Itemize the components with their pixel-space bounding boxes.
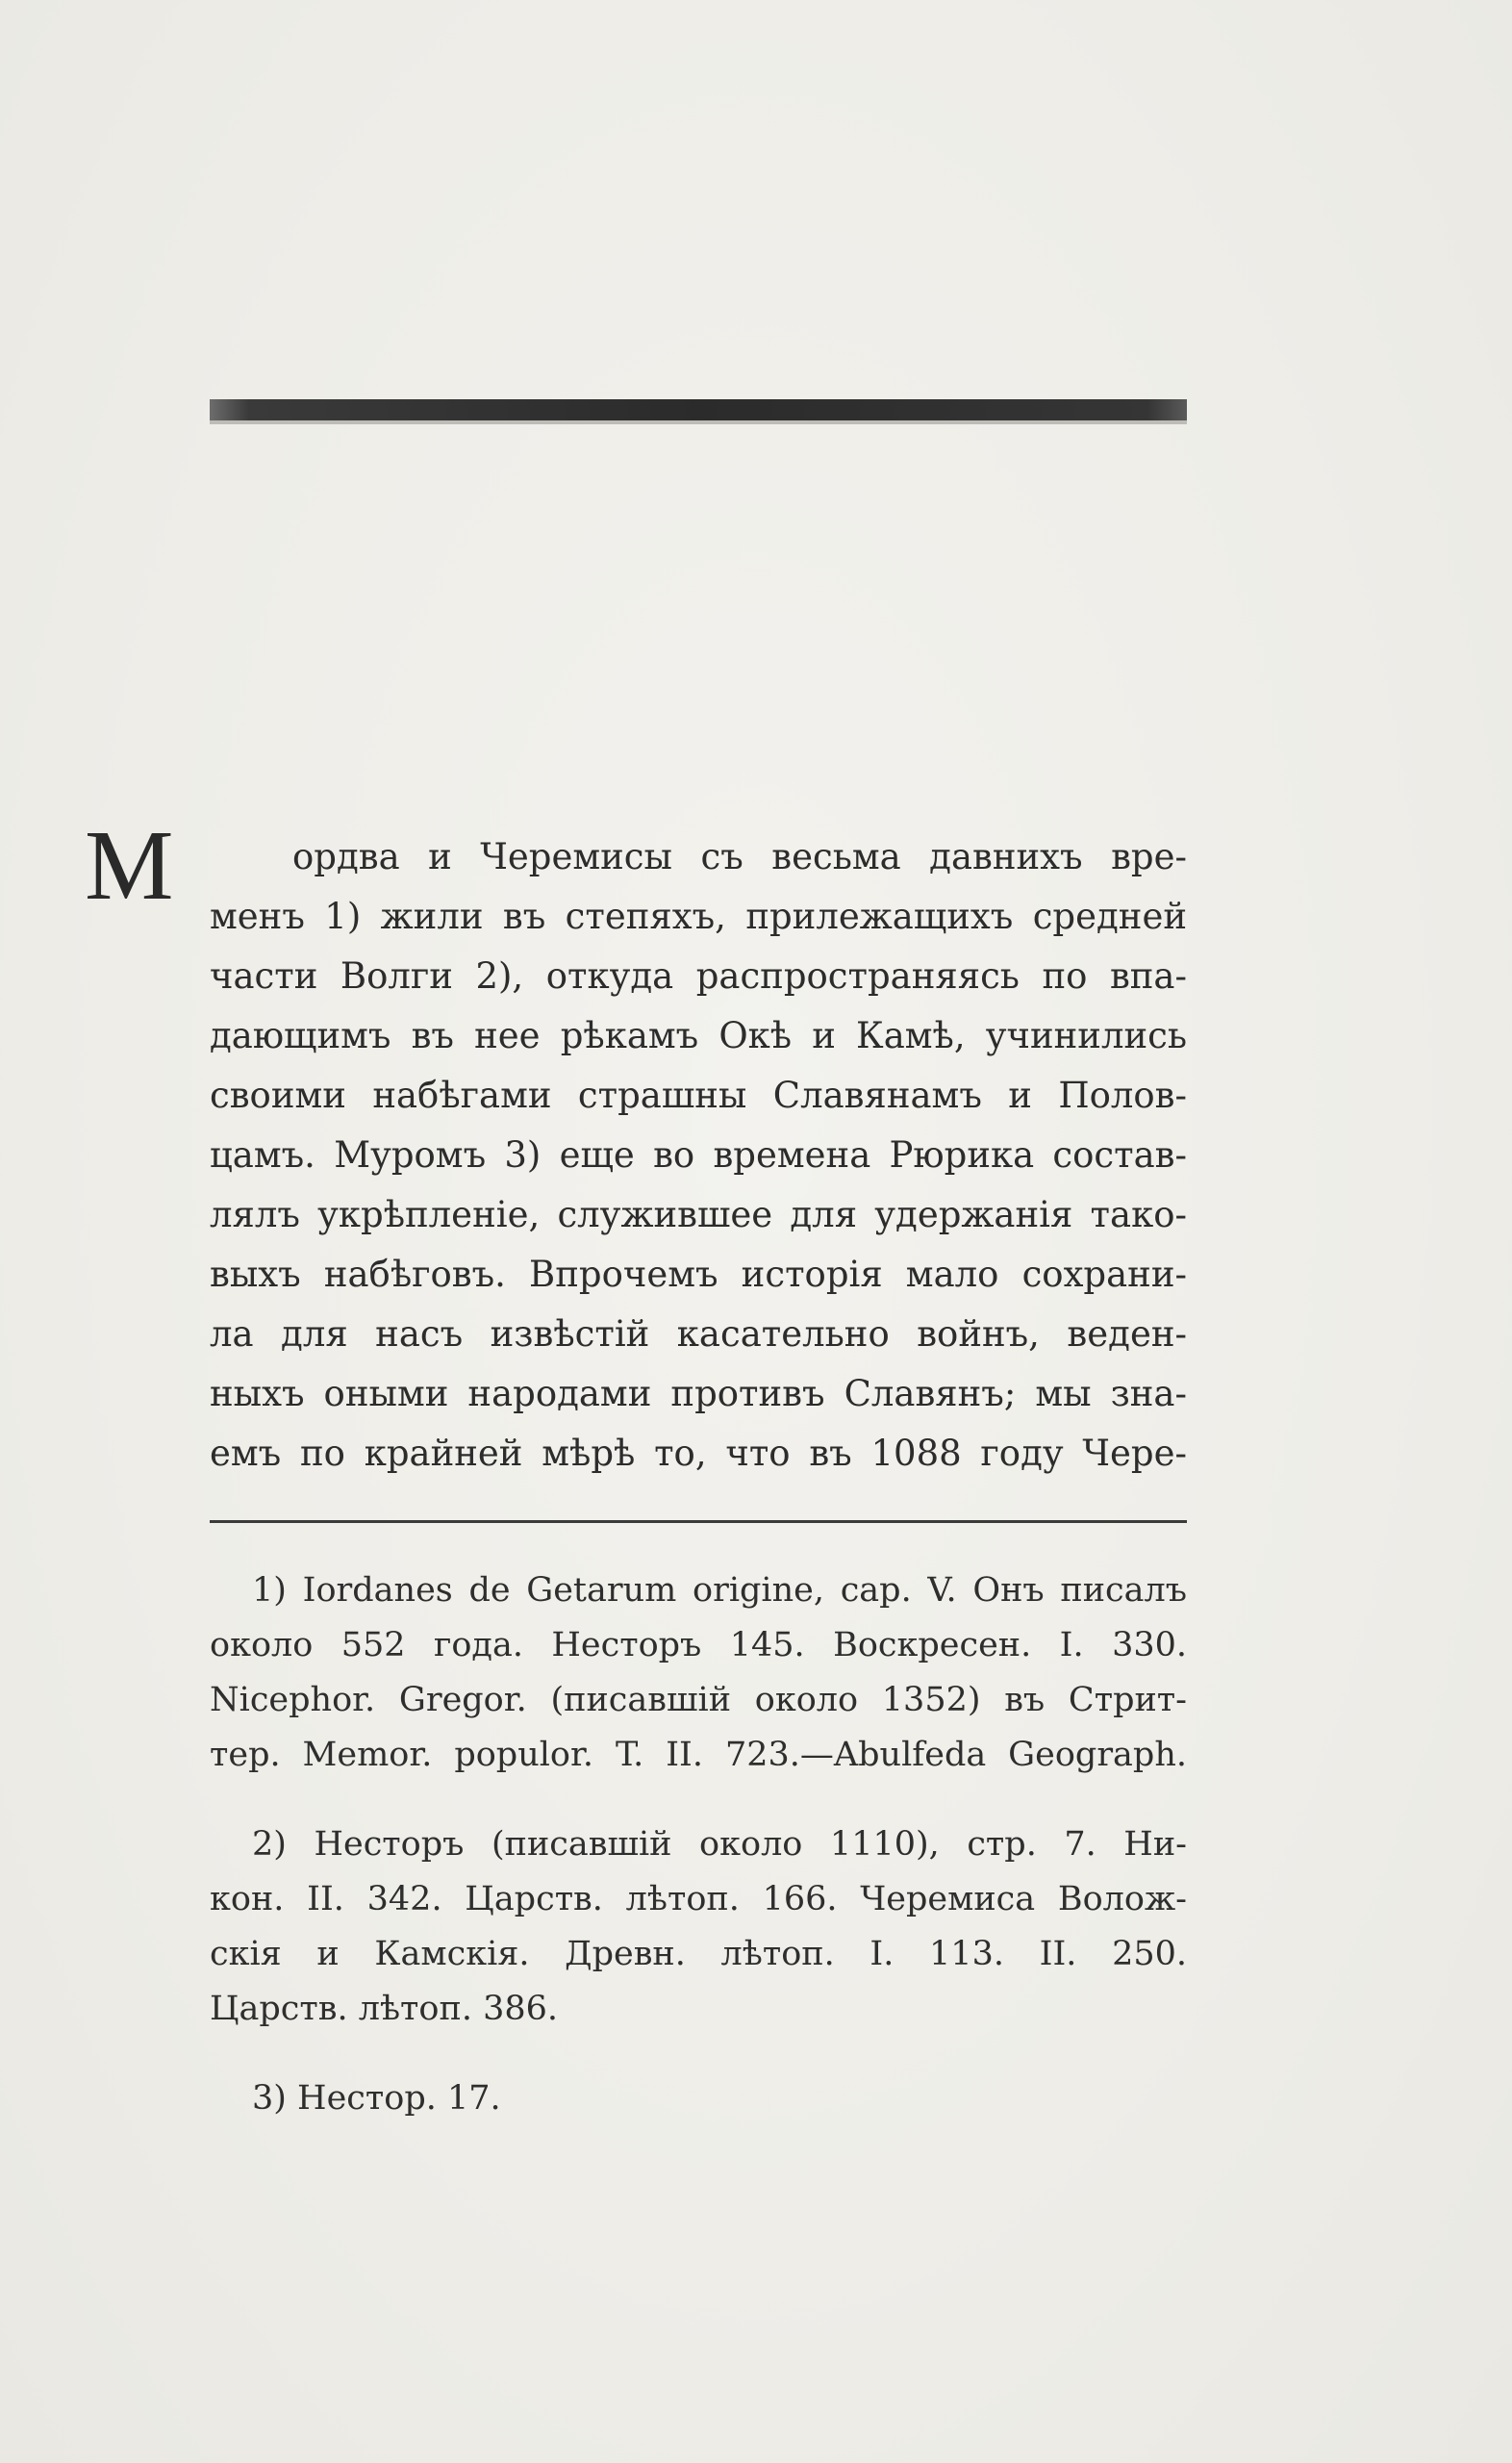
body-line: дающимъ въ нее рѣкамъ Окѣ и Камѣ, учинились — [210, 1015, 1187, 1056]
header-rule — [210, 399, 1187, 420]
footnote-2 — [210, 1817, 1187, 2037]
footnote-line: скія и Камскія. Древн. лѣтоп. I. 113. II. 250. — [210, 1935, 1187, 1973]
header-rule-shadow — [210, 420, 1187, 424]
footnote-3 — [210, 2071, 1187, 2126]
footnote-line: кон. II. 342. Царств. лѣтоп. 166. Черемиса Волож- — [210, 1880, 1187, 1918]
body-line: ордва и Черемисы съ весьма давнихъ вре- — [292, 836, 1187, 877]
body-line: выхъ набѣговъ. Впрочемъ исторія мало сохрани- — [210, 1254, 1187, 1295]
footnote-line: Nicephor. Gregor. (писавшій около 1352) въ Стрит- — [210, 1681, 1187, 1719]
footnote-line: 2) Несторъ (писавшій около 1110), стр. 7. Ни- — [252, 1825, 1187, 1864]
body-line: части Волги 2), откуда распространяясь по впа- — [210, 955, 1187, 997]
footnotes — [210, 1563, 1187, 2126]
footnote-rule — [210, 1520, 1187, 1523]
footnote-1 — [210, 1563, 1187, 1783]
body-line: цамъ. Муромъ 3) еще во времена Рюрика состав- — [210, 1134, 1187, 1176]
drop-cap: М — [85, 810, 174, 921]
body-line: менъ 1) жили въ степяхъ, прилежащихъ средней — [210, 896, 1187, 937]
body-line: емъ по крайней мѣрѣ то, что въ 1088 году Чере- — [210, 1433, 1187, 1474]
footnote-line: тер. Memor. populor. T. II. 723.—Abulfeda Geograph. — [210, 1736, 1187, 1774]
body-paragraph — [210, 827, 1187, 1484]
body-line: ла для насъ извѣстій касательно войнъ, веден- — [210, 1313, 1187, 1355]
footnote-spacer — [210, 2037, 1187, 2071]
body-line: своими набѣгами страшны Славянамъ и Полов- — [210, 1075, 1187, 1116]
footnote-line: 3) Нестор. 17. — [252, 2079, 501, 2118]
footnote-line: около 552 года. Несторъ 145. Воскресен. I. 330. — [210, 1626, 1187, 1664]
footnote-line: Царств. лѣтоп. 386. — [210, 1990, 558, 2028]
body-line: ныхъ оными народами противъ Славянъ; мы зна- — [210, 1373, 1187, 1414]
footnote-line: 1) Iordanes de Getarum origine, cap. V. Онъ писалъ — [252, 1571, 1187, 1610]
footnote-spacer — [210, 1783, 1187, 1817]
body-line: лялъ укрѣпленіе, служившее для удержанія тако- — [210, 1194, 1187, 1235]
